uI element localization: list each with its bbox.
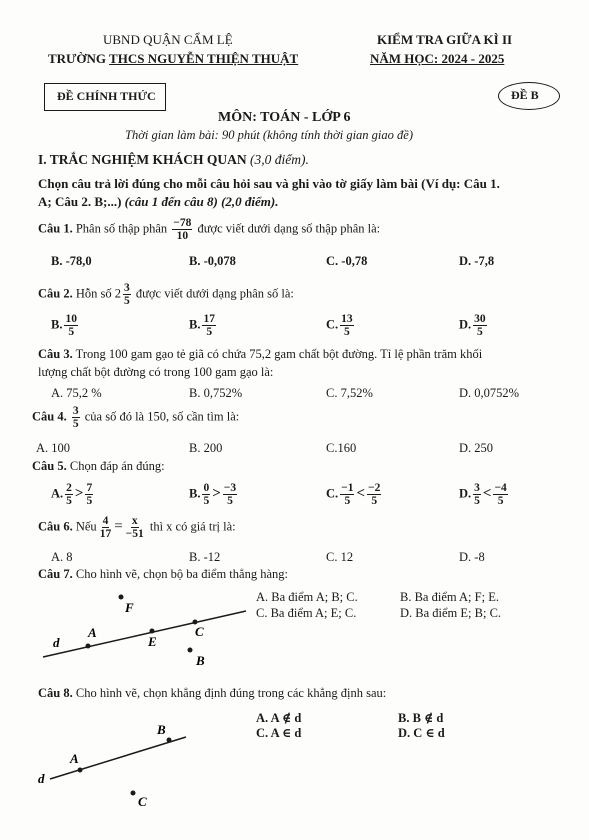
- q8-option-a: A. A ∉ d: [256, 711, 302, 725]
- q1-option-c: C. -0,78: [326, 254, 368, 268]
- q4-option-c: C.160: [326, 441, 357, 455]
- q5-option-c: C. $\frac{-1}{5}$ < $\frac{-2}{5}$: [326, 482, 381, 507]
- q7-label-b: B: [196, 653, 205, 668]
- question-6: Câu 6. Nếu $\frac{4}{17}$ = $\frac{x}{-51}$ thì x có giá trị là:: [38, 515, 236, 540]
- official-label: ĐỀ CHÍNH THỨC: [57, 89, 156, 103]
- question-1: Câu 1. Phân số thập phân $\frac{-78}{10}$ được viết dưới dạng số thập phân là:: [38, 217, 381, 242]
- q2-mixed-fraction: $\frac{3}{5}$: [124, 282, 130, 307]
- q7-option-d: D. Ba điểm E; B; C.: [400, 606, 502, 620]
- q7-point-a: [86, 644, 91, 649]
- school-year: NĂM HỌC: 2024 - 2025: [370, 51, 505, 66]
- q7-point-e: [150, 629, 155, 634]
- q6-option-b: B. -12: [189, 550, 221, 564]
- q4-fraction: $\frac{3}{5}$: [72, 405, 79, 430]
- question-2: Câu 2. Hỗn số 2 $\frac{3}{5}$ được viết dưới dạng phân số là:: [38, 282, 294, 307]
- q8-label-d: d: [38, 771, 45, 786]
- q2-option-a: B. $\frac{10}{5}$: [51, 313, 77, 338]
- question-5: Câu 5. Chọn đáp án đúng:: [32, 459, 165, 473]
- district-name: UBND QUẬN CẨM LỆ: [103, 32, 233, 47]
- q8-point-a: [78, 768, 83, 773]
- q5-option-d: D. $\frac{3}{5}$ < $\frac{-4}{5}$: [459, 482, 507, 507]
- q7-line-d: [43, 611, 246, 657]
- section-title: I. TRẮC NGHIỆM KHÁCH QUAN (3,0 điểm).: [38, 152, 309, 167]
- q7-point-b: [188, 648, 193, 653]
- question-7: Câu 7. Cho hình vẽ, chọn bộ ba điểm thẳng hàng:: [38, 567, 288, 581]
- q6-option-a: A. 8: [51, 550, 73, 564]
- q6-option-c: C. 12: [326, 550, 354, 564]
- question-3-line1: Câu 3. Trong 100 gam gạo tẻ giã có chứa 75,2 gam chất bột đường. Tỉ lệ phần trăm khối: [38, 347, 483, 361]
- q1-option-b: B. -0,078: [189, 254, 236, 268]
- q3-option-d: D. 0,0752%: [459, 386, 520, 400]
- q3-option-b: B. 0,752%: [189, 386, 243, 400]
- q1-option-a: B. -78,0: [51, 254, 92, 268]
- q4-option-b: B. 200: [189, 441, 223, 455]
- q2-option-c: C. $\frac{13}{5}$: [326, 313, 353, 338]
- q1-fraction: $\frac{-78}{10}$: [173, 217, 192, 242]
- instruction-line1: Chọn câu trả lời đúng cho mỗi câu hỏi sau và ghi vào tờ giấy làm bài (Ví dụ: Câu 1.: [38, 176, 500, 191]
- q4-option-a: A. 100: [36, 441, 71, 455]
- q6-option-d: D. -8: [459, 550, 485, 564]
- exam-title: KIỂM TRA GIỮA KÌ II: [377, 32, 513, 47]
- subject-title: MÔN: TOÁN - LỚP 6: [218, 110, 351, 125]
- q8-option-d: D. C ∈ d: [398, 726, 445, 740]
- q4-option-d: D. 250: [459, 441, 494, 455]
- q5-option-a: A. $\frac{2}{5}$ > $\frac{7}{5}$: [51, 482, 93, 507]
- q7-label-a: A: [88, 625, 97, 640]
- q2-option-d: D. $\frac{30}{5}$: [459, 313, 486, 338]
- q8-point-b: [167, 738, 172, 743]
- question-3-line2: lượng chất bột đường có trong 100 gam gạo là:: [38, 365, 274, 379]
- exam-code: ĐỀ B: [511, 88, 539, 102]
- q8-label-c: C: [138, 794, 147, 809]
- q8-label-b: B: [157, 722, 166, 737]
- question-4: Câu 4. $\frac{3}{5}$ của số đó là 150, số cần tìm là:: [32, 405, 240, 430]
- q7-option-b: B. Ba điểm A; F; E.: [400, 590, 499, 604]
- q8-label-a: A: [70, 751, 79, 766]
- time-note: Thời gian làm bài: 90 phút (không tính thời gian giao đề): [125, 128, 413, 142]
- instruction-line2: A; Câu 2. B;...) (câu 1 đến câu 8) (2,0 điểm).: [38, 194, 279, 209]
- question-8: Câu 8. Cho hình vẽ, chọn khẳng định đúng trong các khẳng định sau:: [38, 686, 387, 700]
- q8-option-b: B. B ∉ d: [398, 711, 444, 725]
- q8-point-c: [131, 791, 136, 796]
- q7-option-c: C. Ba điểm A; E; C.: [256, 606, 357, 620]
- school-name: TRƯỜNG THCS NGUYỄN THIỆN THUẬT: [48, 51, 299, 66]
- q3-option-a: A. 75,2 %: [51, 386, 102, 400]
- q7-label-c: C: [195, 624, 204, 639]
- q5-option-b: B. $\frac{0}{5}$ > $\frac{-3}{5}$: [189, 482, 237, 507]
- q7-label-d: d: [53, 635, 60, 650]
- q7-point-f: [119, 595, 124, 600]
- q7-option-a: A. Ba điểm A; B; C.: [256, 590, 358, 604]
- q7-label-f: F: [125, 600, 134, 615]
- q7-label-e: E: [148, 634, 157, 649]
- q2-option-b: B. $\frac{17}{5}$: [189, 313, 215, 338]
- q8-option-c: C. A ∈ d: [256, 726, 302, 740]
- q3-option-c: C. 7,52%: [326, 386, 373, 400]
- q1-option-d: D. -7,8: [459, 254, 495, 268]
